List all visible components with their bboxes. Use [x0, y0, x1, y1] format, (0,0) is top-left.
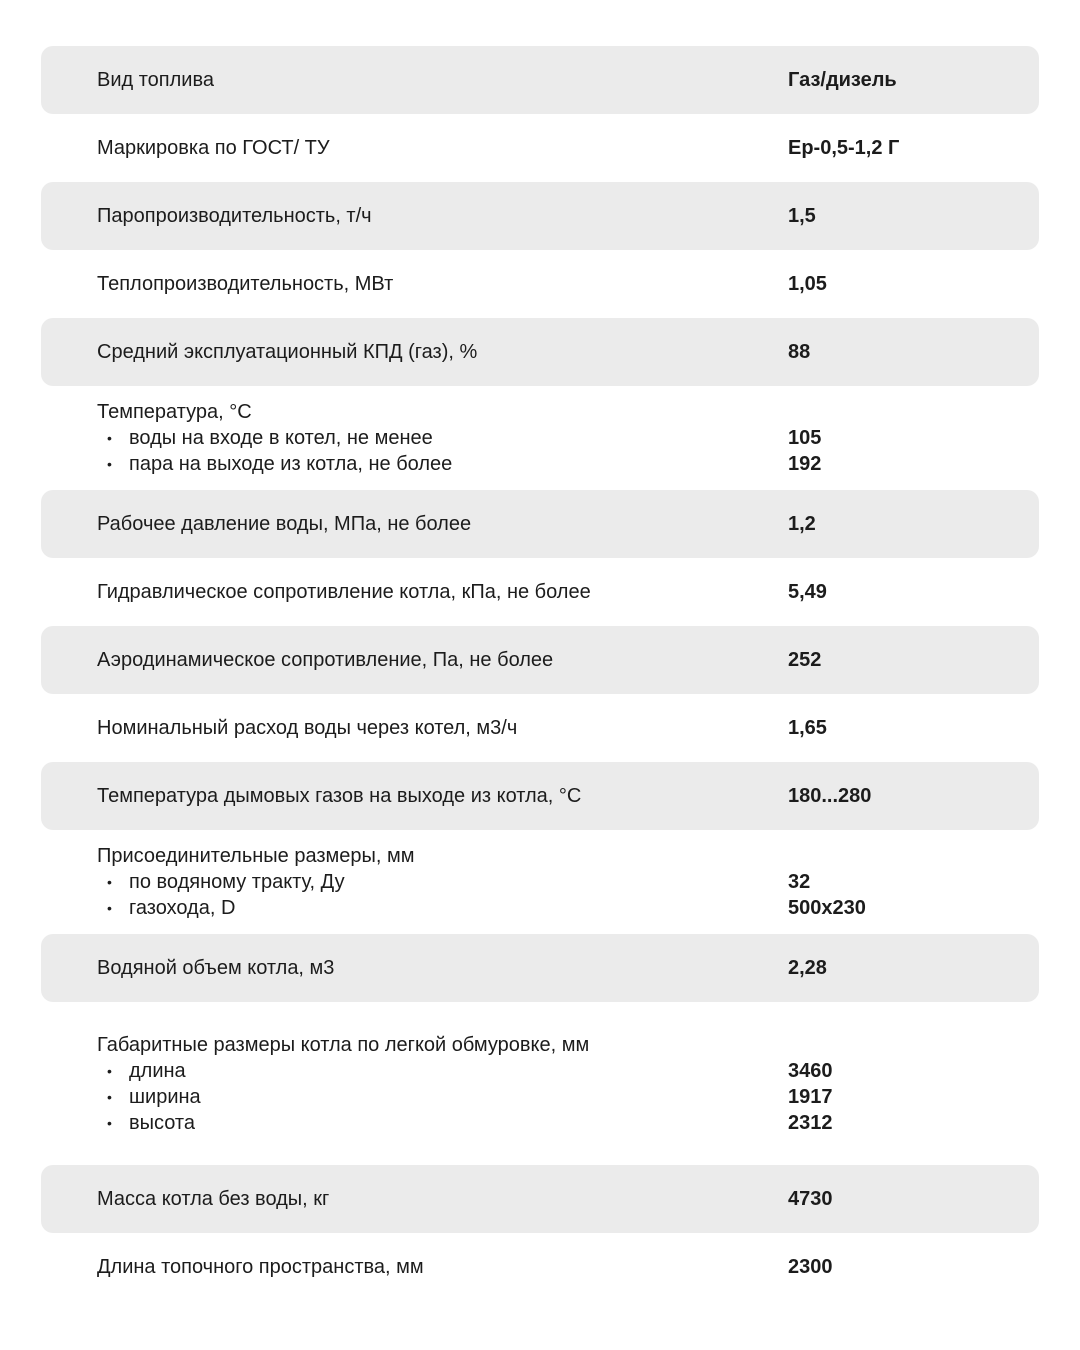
spec-row-lines: [41, 135, 1039, 161]
spec-sub-label: ширина: [129, 1085, 201, 1108]
spec-value: 1,2: [788, 513, 816, 535]
spec-sub-value: 105: [788, 427, 822, 449]
bullet-icon: •: [107, 1088, 112, 1105]
bullet-icon: •: [107, 1062, 112, 1079]
bullet-icon: •: [107, 900, 112, 916]
spec-row: [41, 558, 1039, 626]
spec-value: 88: [788, 341, 811, 363]
spec-row: [41, 1002, 1039, 1165]
spec-row-lines: [41, 783, 1039, 809]
spec-row: [41, 250, 1039, 318]
spec-sub-line: [41, 1058, 1039, 1084]
spec-label: Гидравлическое сопротивление котла, кПа, не более: [97, 581, 591, 603]
spec-line: [41, 783, 1039, 809]
spec-label: Теплопроизводительность, МВт: [97, 273, 394, 295]
spec-row-lines: [41, 1032, 1039, 1136]
spec-value: 4730: [788, 1188, 833, 1210]
spec-sub-label: высота: [129, 1111, 195, 1134]
spec-sub-line: [41, 1084, 1039, 1110]
spec-sub-label: газохода, D: [129, 897, 236, 919]
spec-value: 2300: [788, 1256, 833, 1278]
spec-line: [41, 399, 1039, 425]
spec-line: [41, 1032, 1039, 1058]
spec-label: Рабочее давление воды, МПа, не более: [97, 513, 472, 535]
spec-label: Температура, °C: [97, 401, 252, 423]
spec-line: [41, 67, 1039, 93]
spec-sub-label: пара на выходе из котла, не более: [129, 453, 453, 475]
spec-row: [41, 626, 1039, 694]
spec-row: [41, 386, 1039, 490]
spec-sub-label: воды на входе в котел, не менее: [129, 427, 433, 449]
spec-label: Габаритные размеры котла по легкой обмуровке, мм: [97, 1033, 590, 1056]
spec-line: [41, 1186, 1039, 1212]
spec-sub-value: 3460: [788, 1059, 833, 1082]
spec-line: [41, 647, 1039, 673]
spec-label: Присоединительные размеры, мм: [97, 845, 415, 867]
spec-label: Аэродинамическое сопротивление, Па, не более: [97, 649, 554, 671]
bullet-icon: •: [107, 1114, 112, 1131]
spec-row-lines: [41, 1254, 1039, 1280]
spec-row: [41, 1165, 1039, 1233]
spec-line: [41, 955, 1039, 981]
spec-line: [41, 271, 1039, 297]
spec-row: [41, 182, 1039, 250]
spec-sub-value: 2312: [788, 1111, 833, 1134]
spec-row-lines: [41, 67, 1039, 93]
spec-label: Температура дымовых газов на выходе из котла, °C: [97, 785, 582, 807]
spec-row-lines: [41, 955, 1039, 981]
spec-value: Ер-0,5-1,2 Г: [788, 137, 900, 159]
spec-label: Масса котла без воды, кг: [97, 1188, 330, 1210]
spec-row-lines: [41, 203, 1039, 229]
spec-line: [41, 203, 1039, 229]
spec-row-lines: [41, 647, 1039, 673]
spec-sub-line: [41, 451, 1039, 477]
spec-value: Газ/дизель: [788, 69, 897, 91]
spec-sub-line: [41, 1110, 1039, 1136]
spec-label: Средний эксплуатационный КПД (газ), %: [97, 341, 478, 363]
spec-label: Номинальный расход воды через котел, м3/ч: [97, 717, 518, 739]
spec-line: [41, 1254, 1039, 1280]
spec-value: 1,05: [788, 273, 827, 295]
spec-sub-line: [41, 425, 1039, 451]
bullet-icon: •: [107, 874, 112, 890]
spec-row: [41, 318, 1039, 386]
spec-line: [41, 135, 1039, 161]
spec-label: Водяной объем котла, м3: [97, 957, 335, 979]
bullet-icon: •: [107, 456, 112, 472]
spec-table: [41, 46, 1039, 1301]
spec-row-lines: [41, 399, 1039, 477]
spec-value: 2,28: [788, 957, 827, 979]
spec-sub-label: по водяному тракту, Ду: [129, 871, 345, 893]
spec-row-lines: [41, 511, 1039, 537]
spec-row: [41, 490, 1039, 558]
spec-value: 252: [788, 649, 822, 671]
spec-label: Длина топочного пространства, мм: [97, 1256, 424, 1278]
spec-sub-label: длина: [129, 1059, 186, 1082]
spec-line: [41, 511, 1039, 537]
bullet-icon: •: [107, 430, 112, 446]
spec-line: [41, 339, 1039, 365]
spec-label: Паропроизводительность, т/ч: [97, 205, 372, 227]
spec-line: [41, 843, 1039, 869]
spec-row: [41, 1233, 1039, 1301]
spec-row: [41, 46, 1039, 114]
spec-row-lines: [41, 1186, 1039, 1212]
spec-sub-line: [41, 895, 1039, 921]
spec-sub-value: 192: [788, 453, 822, 475]
spec-line: [41, 579, 1039, 605]
spec-label: Маркировка по ГОСТ/ ТУ: [97, 137, 330, 159]
spec-row-lines: [41, 271, 1039, 297]
spec-row: [41, 762, 1039, 830]
spec-line: [41, 715, 1039, 741]
spec-value: 5,49: [788, 581, 827, 603]
spec-value: 1,65: [788, 717, 827, 739]
spec-sub-line: [41, 869, 1039, 895]
spec-row-lines: [41, 339, 1039, 365]
spec-value: 180...280: [788, 785, 872, 807]
spec-label: Вид топлива: [97, 69, 214, 91]
spec-row-lines: [41, 843, 1039, 921]
spec-sub-value: 1917: [788, 1085, 833, 1108]
spec-row-lines: [41, 579, 1039, 605]
spec-row: [41, 934, 1039, 1002]
spec-row-lines: [41, 715, 1039, 741]
spec-sub-value: 500x230: [788, 897, 866, 919]
spec-value: 1,5: [788, 205, 816, 227]
spec-row: [41, 830, 1039, 934]
spec-sub-value: 32: [788, 871, 811, 893]
spec-row: [41, 694, 1039, 762]
spec-row: [41, 114, 1039, 182]
